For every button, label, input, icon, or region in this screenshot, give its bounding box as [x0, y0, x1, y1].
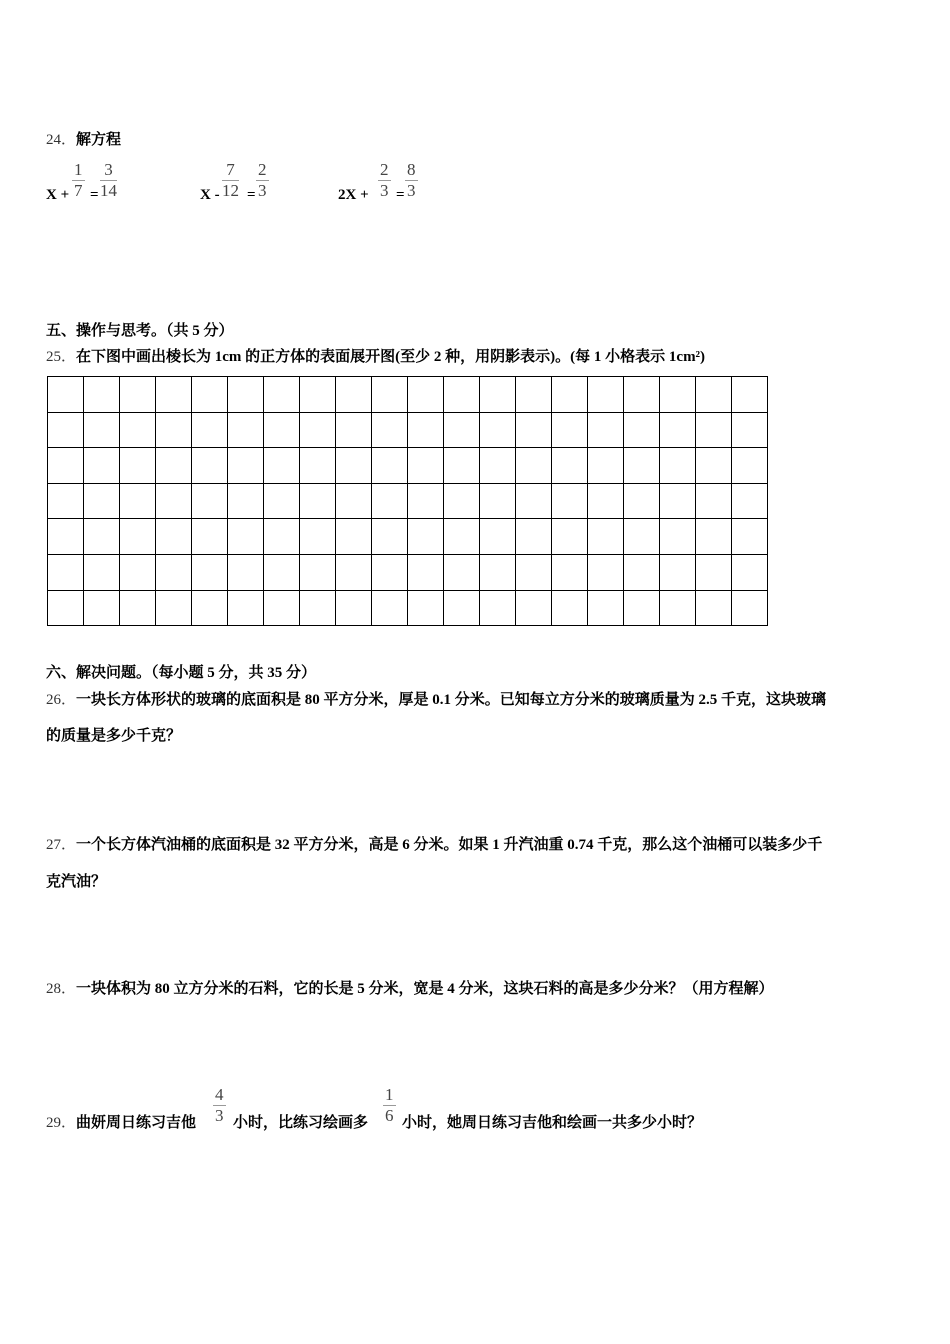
grid-cell[interactable]	[156, 590, 192, 626]
grid-cell[interactable]	[696, 590, 732, 626]
grid-cell[interactable]	[48, 519, 84, 555]
grid-cell[interactable]	[732, 412, 768, 448]
grid-cell[interactable]	[408, 590, 444, 626]
grid-cell[interactable]	[264, 554, 300, 590]
grid-cell[interactable]	[156, 554, 192, 590]
grid-cell[interactable]	[480, 590, 516, 626]
grid-cell[interactable]	[120, 377, 156, 413]
grid-cell[interactable]	[552, 590, 588, 626]
grid-cell[interactable]	[480, 448, 516, 484]
grid-cell[interactable]	[408, 519, 444, 555]
grid-cell[interactable]	[372, 590, 408, 626]
grid-cell[interactable]	[588, 554, 624, 590]
grid-cell[interactable]	[480, 554, 516, 590]
grid-cell[interactable]	[300, 590, 336, 626]
grid-cell[interactable]	[552, 554, 588, 590]
grid-cell[interactable]	[336, 554, 372, 590]
fraction	[222, 160, 239, 201]
grid-cell[interactable]	[732, 519, 768, 555]
grid-row	[48, 412, 768, 448]
grid-cell[interactable]	[372, 377, 408, 413]
grid-cell[interactable]	[192, 519, 228, 555]
grid-cell[interactable]	[372, 448, 408, 484]
question-title: 解方程	[76, 132, 122, 148]
grid-cell[interactable]	[84, 554, 120, 590]
question-number: 26．	[46, 692, 77, 708]
grid-cell[interactable]	[48, 590, 84, 626]
question-text: 一个长方体汽油桶的底面积是 32 平方分米，高是 6 分米。如果 1 升汽油重 0.74 千克，那么这个油桶可以装多少千	[76, 837, 823, 853]
grid-cell[interactable]	[192, 412, 228, 448]
numerator: 4	[215, 1085, 224, 1104]
grid-cell[interactable]	[732, 377, 768, 413]
grid-row	[48, 448, 768, 484]
grid-cell[interactable]	[732, 590, 768, 626]
grid-cell[interactable]	[444, 377, 480, 413]
grid-cell[interactable]	[48, 377, 84, 413]
grid-row	[48, 554, 768, 590]
grid-cell[interactable]	[192, 377, 228, 413]
grid-cell[interactable]	[372, 483, 408, 519]
fraction	[72, 160, 85, 201]
grid-cell[interactable]	[156, 412, 192, 448]
grid-row	[48, 483, 768, 519]
grid-cell[interactable]	[552, 448, 588, 484]
numerator: 8	[407, 160, 416, 179]
grid-cell[interactable]	[264, 377, 300, 413]
grid-cell[interactable]	[552, 377, 588, 413]
grid-cell[interactable]	[336, 590, 372, 626]
section-6-title: 六、解决问题。（每小题 5 分，共 35 分）	[46, 665, 317, 681]
grid-cell[interactable]	[156, 519, 192, 555]
grid-cell[interactable]	[336, 377, 372, 413]
grid-cell[interactable]	[336, 412, 372, 448]
q25-text	[46, 345, 705, 366]
grid-cell[interactable]	[408, 377, 444, 413]
grid-cell[interactable]	[300, 377, 336, 413]
grid-cell[interactable]	[264, 412, 300, 448]
grid-cell[interactable]	[696, 412, 732, 448]
grid-cell[interactable]	[228, 554, 264, 590]
fraction	[100, 160, 117, 201]
grid-cell[interactable]	[300, 448, 336, 484]
grid-cell[interactable]	[624, 377, 660, 413]
grid-cell[interactable]	[516, 519, 552, 555]
denominator: 7	[74, 181, 83, 200]
grid-cell[interactable]	[300, 483, 336, 519]
denominator: 12	[222, 181, 239, 200]
grid-cell[interactable]	[588, 448, 624, 484]
q26-line1	[46, 688, 826, 709]
grid-cell[interactable]	[696, 483, 732, 519]
grid-cell[interactable]	[264, 483, 300, 519]
numerator: 2	[258, 160, 267, 179]
grid-cell[interactable]	[300, 519, 336, 555]
grid-cell[interactable]	[192, 483, 228, 519]
fraction	[256, 160, 269, 201]
grid-cell[interactable]	[84, 519, 120, 555]
grid-cell[interactable]	[732, 483, 768, 519]
grid-row	[48, 590, 768, 626]
grid-cell[interactable]	[408, 483, 444, 519]
numerator: 2	[380, 160, 389, 179]
grid-cell[interactable]	[624, 448, 660, 484]
grid-cell[interactable]	[588, 590, 624, 626]
grid-cell[interactable]	[480, 483, 516, 519]
grid-cell[interactable]	[588, 483, 624, 519]
grid-cell[interactable]	[408, 448, 444, 484]
grid-cell[interactable]	[588, 519, 624, 555]
grid-cell[interactable]	[552, 483, 588, 519]
section-5-title: 五、操作与思考。（共 5 分）	[46, 323, 234, 339]
grid-cell[interactable]	[516, 483, 552, 519]
eq-lhs: X -	[200, 187, 220, 203]
fraction	[378, 160, 391, 201]
grid-cell[interactable]	[264, 590, 300, 626]
numerator: 1	[74, 160, 83, 179]
grid-cell[interactable]	[696, 448, 732, 484]
q27-line1	[46, 833, 822, 854]
grid-cell[interactable]	[444, 448, 480, 484]
grid-cell[interactable]	[192, 590, 228, 626]
grid-cell[interactable]	[264, 448, 300, 484]
grid-cell[interactable]	[660, 483, 696, 519]
grid-cell[interactable]	[516, 590, 552, 626]
grid-cell[interactable]	[48, 483, 84, 519]
eq-lhs: X +	[46, 187, 70, 203]
grid-cell[interactable]	[120, 448, 156, 484]
grid-row	[48, 519, 768, 555]
q29-part1	[46, 1111, 196, 1132]
grid-cell[interactable]	[120, 590, 156, 626]
grid-cell[interactable]	[120, 412, 156, 448]
grid-cell[interactable]	[660, 377, 696, 413]
numerator: 1	[385, 1085, 394, 1104]
equals: =	[247, 187, 256, 203]
numerator: 7	[222, 160, 239, 181]
grid-cell[interactable]	[264, 519, 300, 555]
q26-line2: 的质量是多少千克？	[46, 728, 182, 744]
question-number: 29．	[46, 1115, 77, 1131]
denominator: 3	[258, 181, 267, 200]
grid-cell[interactable]	[552, 519, 588, 555]
grid-cell[interactable]	[696, 519, 732, 555]
q27-line2: 克汽油？	[46, 874, 107, 890]
q29-part2: 小时，比练习绘画多	[233, 1115, 369, 1131]
grid-cell[interactable]	[48, 554, 84, 590]
grid-cell[interactable]	[624, 412, 660, 448]
grid-cell[interactable]	[408, 554, 444, 590]
grid-cell[interactable]	[696, 377, 732, 413]
question-text: 一块体积为 80 立方分米的石料，它的长是 5 分米，宽是 4 分米，这块石料的高是多少分米？（用方程解）	[76, 981, 774, 997]
grid-cell[interactable]	[84, 590, 120, 626]
grid-cell[interactable]	[336, 448, 372, 484]
grid-row	[48, 377, 768, 413]
equals: =	[396, 187, 405, 203]
grid-cell[interactable]	[192, 448, 228, 484]
question-text: 在下图中画出棱长为 1cm 的正方体的表面展开图(至少 2 种，用阴影表示)。(每 1 小格表示 1cm²)	[76, 349, 706, 365]
q28-text	[46, 977, 774, 998]
grid-cell[interactable]	[624, 483, 660, 519]
q29-part3: 小时，她周日练习吉他和绘画一共多少小时？	[402, 1115, 703, 1131]
q24-heading	[46, 128, 121, 149]
grid-cell[interactable]	[228, 412, 264, 448]
grid-cell[interactable]	[444, 519, 480, 555]
grid-cell[interactable]	[516, 448, 552, 484]
grid-cell[interactable]	[156, 483, 192, 519]
numerator: 3	[100, 160, 117, 181]
fraction	[405, 160, 418, 201]
denominator: 6	[385, 1106, 394, 1125]
question-text: 一块长方体形状的玻璃的底面积是 80 平方分米，厚是 0.1 分米。已知每立方分米的玻璃质量为 2.5 千克，这块玻璃	[76, 692, 827, 708]
grid-cell[interactable]	[696, 554, 732, 590]
equals: =	[90, 187, 99, 203]
grid-cell[interactable]	[228, 590, 264, 626]
grid-cell[interactable]	[516, 554, 552, 590]
fraction	[383, 1085, 396, 1126]
grid-cell[interactable]	[660, 554, 696, 590]
grid-cell[interactable]	[444, 412, 480, 448]
grid-cell[interactable]	[444, 554, 480, 590]
grid-cell[interactable]	[660, 590, 696, 626]
grid-cell[interactable]	[372, 554, 408, 590]
grid-cell[interactable]	[660, 519, 696, 555]
grid-cell[interactable]	[624, 519, 660, 555]
grid-cell[interactable]	[48, 412, 84, 448]
grid-cell[interactable]	[660, 412, 696, 448]
grid-cell[interactable]	[480, 412, 516, 448]
grid-cell[interactable]	[624, 590, 660, 626]
denominator: 3	[215, 1106, 224, 1125]
grid-cell[interactable]	[120, 554, 156, 590]
grid-cell[interactable]	[624, 554, 660, 590]
grid-cell[interactable]	[732, 448, 768, 484]
grid-cell[interactable]	[156, 448, 192, 484]
grid-cell[interactable]	[732, 554, 768, 590]
denominator: 3	[407, 181, 416, 200]
grid-cell[interactable]	[660, 448, 696, 484]
grid-cell[interactable]	[480, 377, 516, 413]
grid-cell[interactable]	[192, 554, 228, 590]
grid-cell[interactable]	[516, 412, 552, 448]
grid-cell[interactable]	[552, 412, 588, 448]
grid-cell[interactable]	[48, 448, 84, 484]
grid-cell[interactable]	[84, 412, 120, 448]
grid-cell[interactable]	[408, 412, 444, 448]
grid-cell[interactable]	[120, 519, 156, 555]
question-number: 24．	[46, 132, 77, 148]
grid-cell[interactable]	[372, 412, 408, 448]
grid-cell[interactable]	[336, 483, 372, 519]
grid-cell[interactable]	[588, 377, 624, 413]
question-number: 27．	[46, 837, 77, 853]
grid-cell[interactable]	[228, 448, 264, 484]
grid-cell[interactable]	[480, 519, 516, 555]
grid-cell[interactable]	[120, 483, 156, 519]
grid-cell[interactable]	[444, 590, 480, 626]
grid-cell[interactable]	[444, 483, 480, 519]
denominator: 3	[380, 181, 389, 200]
denominator: 14	[100, 181, 117, 200]
grid-cell[interactable]	[300, 554, 336, 590]
question-text: 曲妍周日练习吉他	[76, 1115, 197, 1131]
grid-cell[interactable]	[516, 377, 552, 413]
grid-cell[interactable]	[228, 377, 264, 413]
grid-cell[interactable]	[156, 377, 192, 413]
grid-cell[interactable]	[336, 519, 372, 555]
question-number: 28．	[46, 981, 77, 997]
eq-lhs: 2X +	[338, 187, 369, 203]
grid-cell[interactable]	[372, 519, 408, 555]
grid-cell[interactable]	[84, 448, 120, 484]
drawing-grid[interactable]	[47, 376, 768, 626]
grid-cell[interactable]	[228, 519, 264, 555]
fraction	[213, 1085, 226, 1126]
grid-cell[interactable]	[300, 412, 336, 448]
grid-cell[interactable]	[84, 377, 120, 413]
grid-cell[interactable]	[228, 483, 264, 519]
grid-cell[interactable]	[84, 483, 120, 519]
question-number: 25．	[46, 349, 77, 365]
grid-cell[interactable]	[588, 412, 624, 448]
